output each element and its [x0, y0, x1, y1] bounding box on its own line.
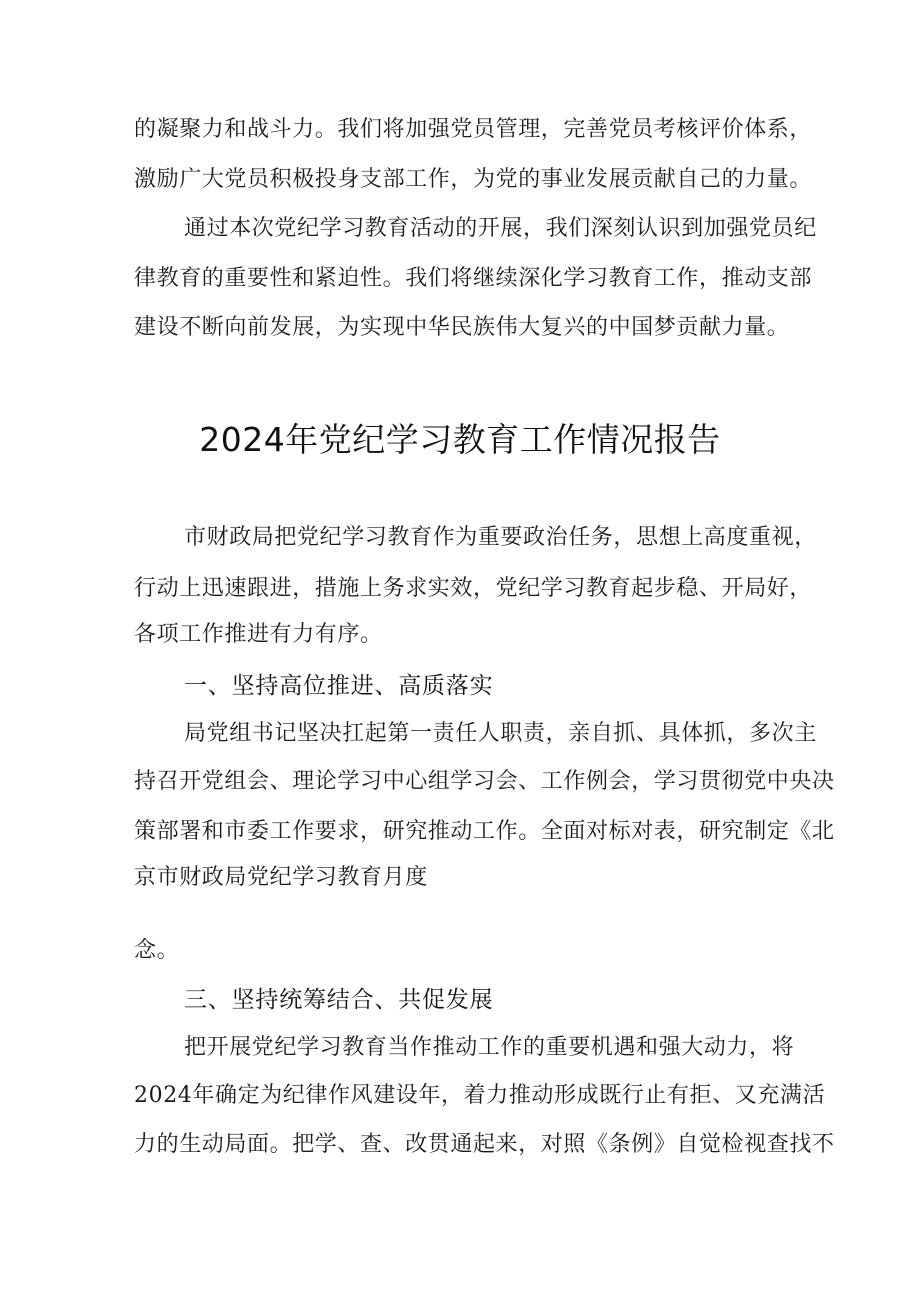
section-3-line-3: 力的生动局面。把学、查、改贯通起来，对照《条例》自觉检视查找不 — [134, 1132, 835, 1157]
section-1-heading: 一、坚持高位推进、高质落实 — [184, 673, 494, 699]
section-3-line-1: 把开展党纪学习教育当作推动工作的重要机遇和强大动力，将 — [184, 1035, 795, 1060]
section-3-heading: 三、坚持统筹结合、共促发展 — [184, 987, 494, 1013]
intro-line-3: 各项工作推进有力有序。 — [134, 622, 383, 647]
top-paragraph-line-1: 的凝聚力和战斗力。我们将加强党员管理，完善党员考核评价体系， — [134, 117, 813, 142]
section-1-line-4: 京市财政局党纪学习教育月度 — [134, 865, 428, 890]
section-1-line-2: 持召开党组会、理论学习中心组学习会、工作例会，学习贯彻党中央决 — [134, 769, 835, 794]
intro-line-1: 市财政局把党纪学习教育作为重要政治任务，思想上高度重视， — [184, 525, 817, 550]
fragment-line: 念。 — [134, 938, 180, 963]
conclusion-paragraph-line-3: 建设不断向前发展，为实现中华民族伟大复兴的中国梦贡献力量。 — [134, 315, 790, 340]
section-1-line-3: 策部署和市委工作要求，研究推动工作。全面对标对表，研究制定《北 — [134, 819, 835, 844]
section-3-line-2: 2024年确定为纪律作风建设年，着力推动形成既行止有拒、又充满活 — [134, 1083, 826, 1108]
top-paragraph-line-2: 激励广大党员积极投身支部工作，为党的事业发展贡献自己的力量。 — [134, 167, 813, 192]
report-title: 2024年党纪学习教育工作情况报告 — [199, 420, 721, 459]
conclusion-paragraph-line-1: 通过本次党纪学习教育活动的开展，我们深刻认识到加强党员纪 — [184, 216, 817, 241]
conclusion-paragraph-line-2: 律教育的重要性和紧迫性。我们将继续深化学习教育工作，推动支部 — [134, 266, 813, 291]
intro-line-2: 行动上迅速跟进，措施上务求实效，党纪学习教育起步稳、开局好， — [134, 576, 813, 601]
section-1-line-1: 局党组书记坚决扛起第一责任人职责，亲自抓、具体抓，多次主 — [184, 721, 817, 746]
